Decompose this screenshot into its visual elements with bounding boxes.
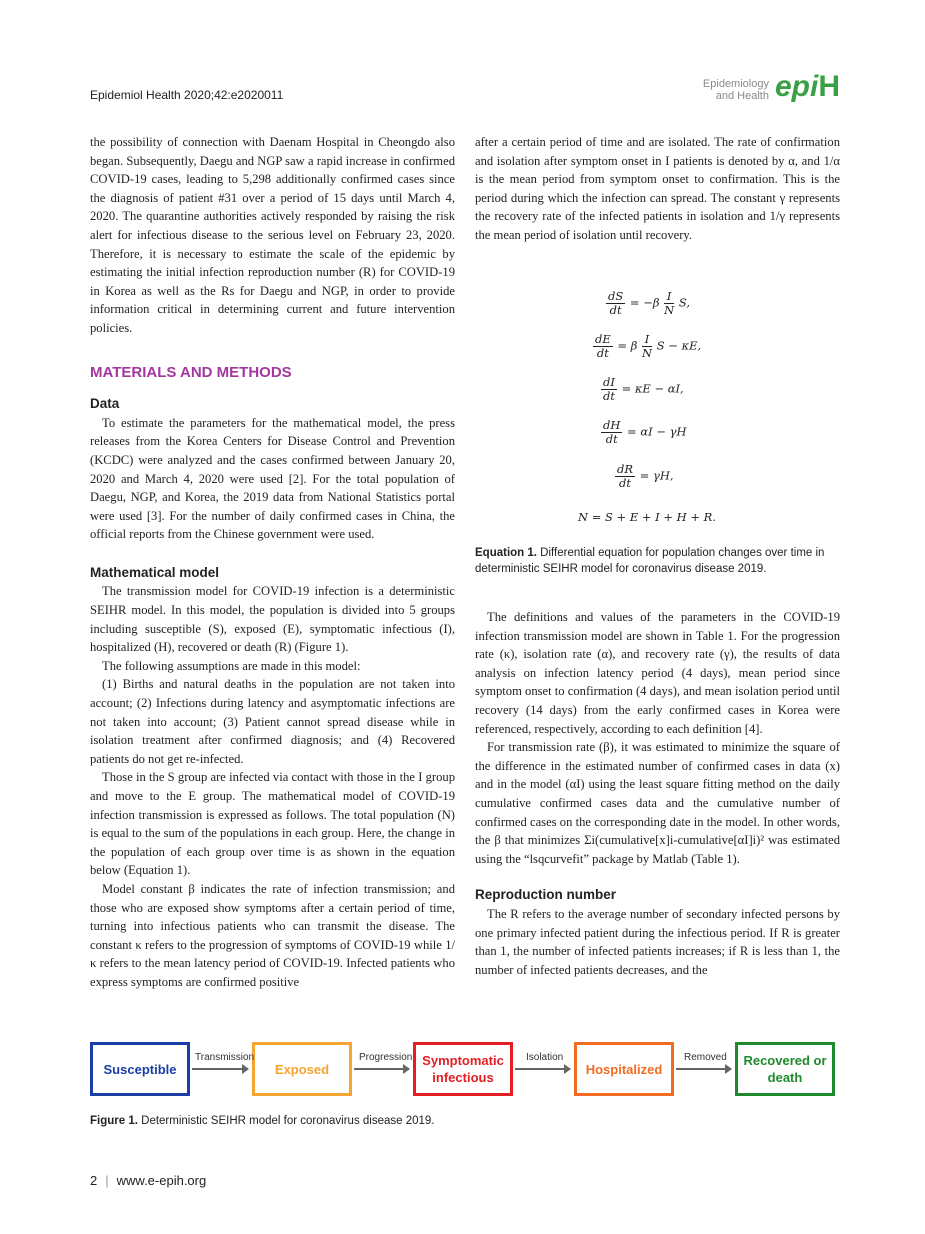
section-heading-methods: MATERIALS AND METHODS bbox=[90, 363, 292, 381]
arrow-removed bbox=[676, 1068, 731, 1070]
equation-dI: $\frac{dI}{dt}$ = κE − αI, bbox=[602, 375, 684, 403]
footer: 2 | www.e-epih.org bbox=[90, 1173, 207, 1188]
running-header-citation: Epidemiol Health 2020;42:e2020011 bbox=[90, 88, 284, 102]
left-column bbox=[90, 133, 455, 992]
paragraph: after a certain period of time and are isolated. The rate of confirmation and isolation after symptom onset in I patients is denoted by α, and 1/α is the mean period from symptom onset to confirmation. This is the period during which the infection can spread. The constant γ represents the recovery rate of the infected patients in isolation and 1/γ represents the mean period of isolation until recovery. bbox=[475, 135, 840, 242]
arrow-label-transmission: Transmission bbox=[195, 1052, 255, 1063]
box-symptomatic-infectious: Symptomatic infectious bbox=[413, 1042, 513, 1096]
right-column-bottom bbox=[475, 608, 840, 979]
equation-dS: $\frac{dS}{dt}$ = −β $\frac{I}{N}$ S, bbox=[608, 289, 690, 317]
right-column-top bbox=[475, 133, 840, 245]
journal-logo bbox=[703, 72, 840, 102]
arrow-label-progression: Progression bbox=[359, 1052, 413, 1063]
equation-caption: Equation 1. Differential equation for population changes over time in deterministic SEIHR model for coronavirus disease 2019. bbox=[475, 547, 825, 575]
arrow-progression bbox=[354, 1068, 409, 1070]
paragraph: The R refers to the average number of secondary infected persons by one primary infected patient during the infectious period. If R is greater than 1, the number of infected patients increases; if R is less than 1, the number of infected patients decreases, and the bbox=[475, 906, 840, 977]
subheading-model: Mathematical model bbox=[90, 564, 220, 580]
paragraph: The definitions and values of the parameters in the COVID-19 infection transmission model are shown in Table 1. For the progression rate (κ), isolation rate (α), and recovery rate (γ), the results of data analysis on infection latency period (4 days), mean period since symptom onset to confirmation (4 days), and mean isolation period until recovery (14 days) from the early confirmed cases in Korea were referenced, respectively, according to each definition [4]. bbox=[475, 610, 840, 736]
paragraph: Model constant β indicates the rate of infection transmission; and those who are exposed show symptoms after a certain period of time, turning into infectious patients who can transmit the disease. The constant κ refers to the progression of symptoms of COVID-19 while 1/κ refers to the mean latency period of COVID-19. Infected patients who express symptoms are confirmed positive bbox=[90, 881, 455, 989]
box-recovered-or-death: Recovered or death bbox=[735, 1042, 835, 1096]
paragraph: To estimate the parameters for the mathematical model, the press releases from the Korea Centers for Disease Control and Prevention (KCDC) were analyzed and the cases confirmed between January 20, 2020 and March 4, 2020 were used [2]. For the total population of Daegu, NGP, and Korea, the 2019 data from National Statistics portal were used [3]. For the number of daily confirmed cases in China, the official reports from the Chinese government were used. bbox=[90, 415, 455, 542]
box-susceptible: Susceptible bbox=[90, 1042, 190, 1096]
equation-dR: $\frac{dR}{dt}$ = γH, bbox=[617, 462, 674, 490]
box-hospitalized: Hospitalized bbox=[574, 1042, 674, 1096]
paragraph: the possibility of connection with Daenam Hospital in Cheongdo also began. Subsequently, Daegu and NGP saw a rapid increase in confirmed COVID-19 cases, leading to 5,298 additionally confirmed cases since the diagnosis of patient #31 over a period of 15 days until March 4, 2020. The quarantine authorities actively responded by raising the risk alert for infectious disease to the serious level on February 23, 2020. Therefore, it is necessary to estimate the scale of the epidemic by estimating the initial infection reproduction number (R) for COVID-19 in Korea as well as the Rs for Daegu and NGP, in order to provide information critical in determining current and future intervention policies. bbox=[90, 135, 455, 335]
paragraph: (1) Births and natural deaths in the population are not taken into account; (2) Infections during latency and asymptomatic infections are not taken into account; (3) Patient cannot spread disease while in isolation treatment after confirmed diagnosis; and (4) Recovered patients do not get re-infected. bbox=[90, 677, 455, 766]
arrow-isolation bbox=[515, 1068, 570, 1070]
subheading-reproduction: Reproduction number bbox=[475, 887, 616, 903]
equation-N: N = S + E + I + H + R. bbox=[578, 510, 716, 524]
equation-dH: $\frac{dH}{dt}$ = αI − γH bbox=[603, 418, 687, 446]
paragraph: Those in the S group are infected via contact with those in the I group and move to the E group. The mathematical model of COVID-19 infection transmission is expressed as follows. The total population (N) is equal to the sum of the populations in each group. Here, the change in the population of each group over time is as shown in the equation below (Equation 1). bbox=[90, 770, 455, 878]
arrow-label-removed: Removed bbox=[684, 1052, 727, 1063]
arrow-transmission bbox=[192, 1068, 248, 1070]
logo-text: Epidemiology and Health bbox=[702, 78, 769, 102]
box-exposed: Exposed bbox=[252, 1042, 352, 1096]
journal-url[interactable]: www.e-epih.org bbox=[116, 1173, 207, 1188]
logo-mark: epiH bbox=[774, 70, 840, 103]
page-number: 2 bbox=[90, 1173, 98, 1188]
figure-caption: Figure 1. Deterministic SEIHR model for coronavirus disease 2019. bbox=[90, 1115, 435, 1127]
paragraph: The following assumptions are made in this model: bbox=[102, 658, 361, 673]
subheading-data: Data bbox=[90, 396, 120, 412]
paragraph: The transmission model for COVID-19 infection is a deterministic SEIHR model. In this model, the population is divided into 5 groups including susceptible (S), exposed (E), symptomatic infectious (I), hospitalized (H), recovered or death (R) (Figure 1). bbox=[90, 584, 455, 655]
arrow-label-isolation: Isolation bbox=[526, 1052, 564, 1063]
paragraph: For transmission rate (β), it was estimated to minimize the square of the difference in the estimated number of confirmed cases in data (x) and in the model (αI) using the least square fitting method on the daily cumulative confirmed cases data and the cumulative number of confirmed cases on the corresponding date in the model. In other words, the β that minimizes Σi(cumulative[x]i-cumulative[αI]i)² was estimated using the “lsqcurvefit” package by Matlab (Table 1). bbox=[475, 740, 840, 866]
equation-dE: $\frac{dE}{dt}$ = β $\frac{I}{N}$ S − κE, bbox=[595, 332, 702, 360]
